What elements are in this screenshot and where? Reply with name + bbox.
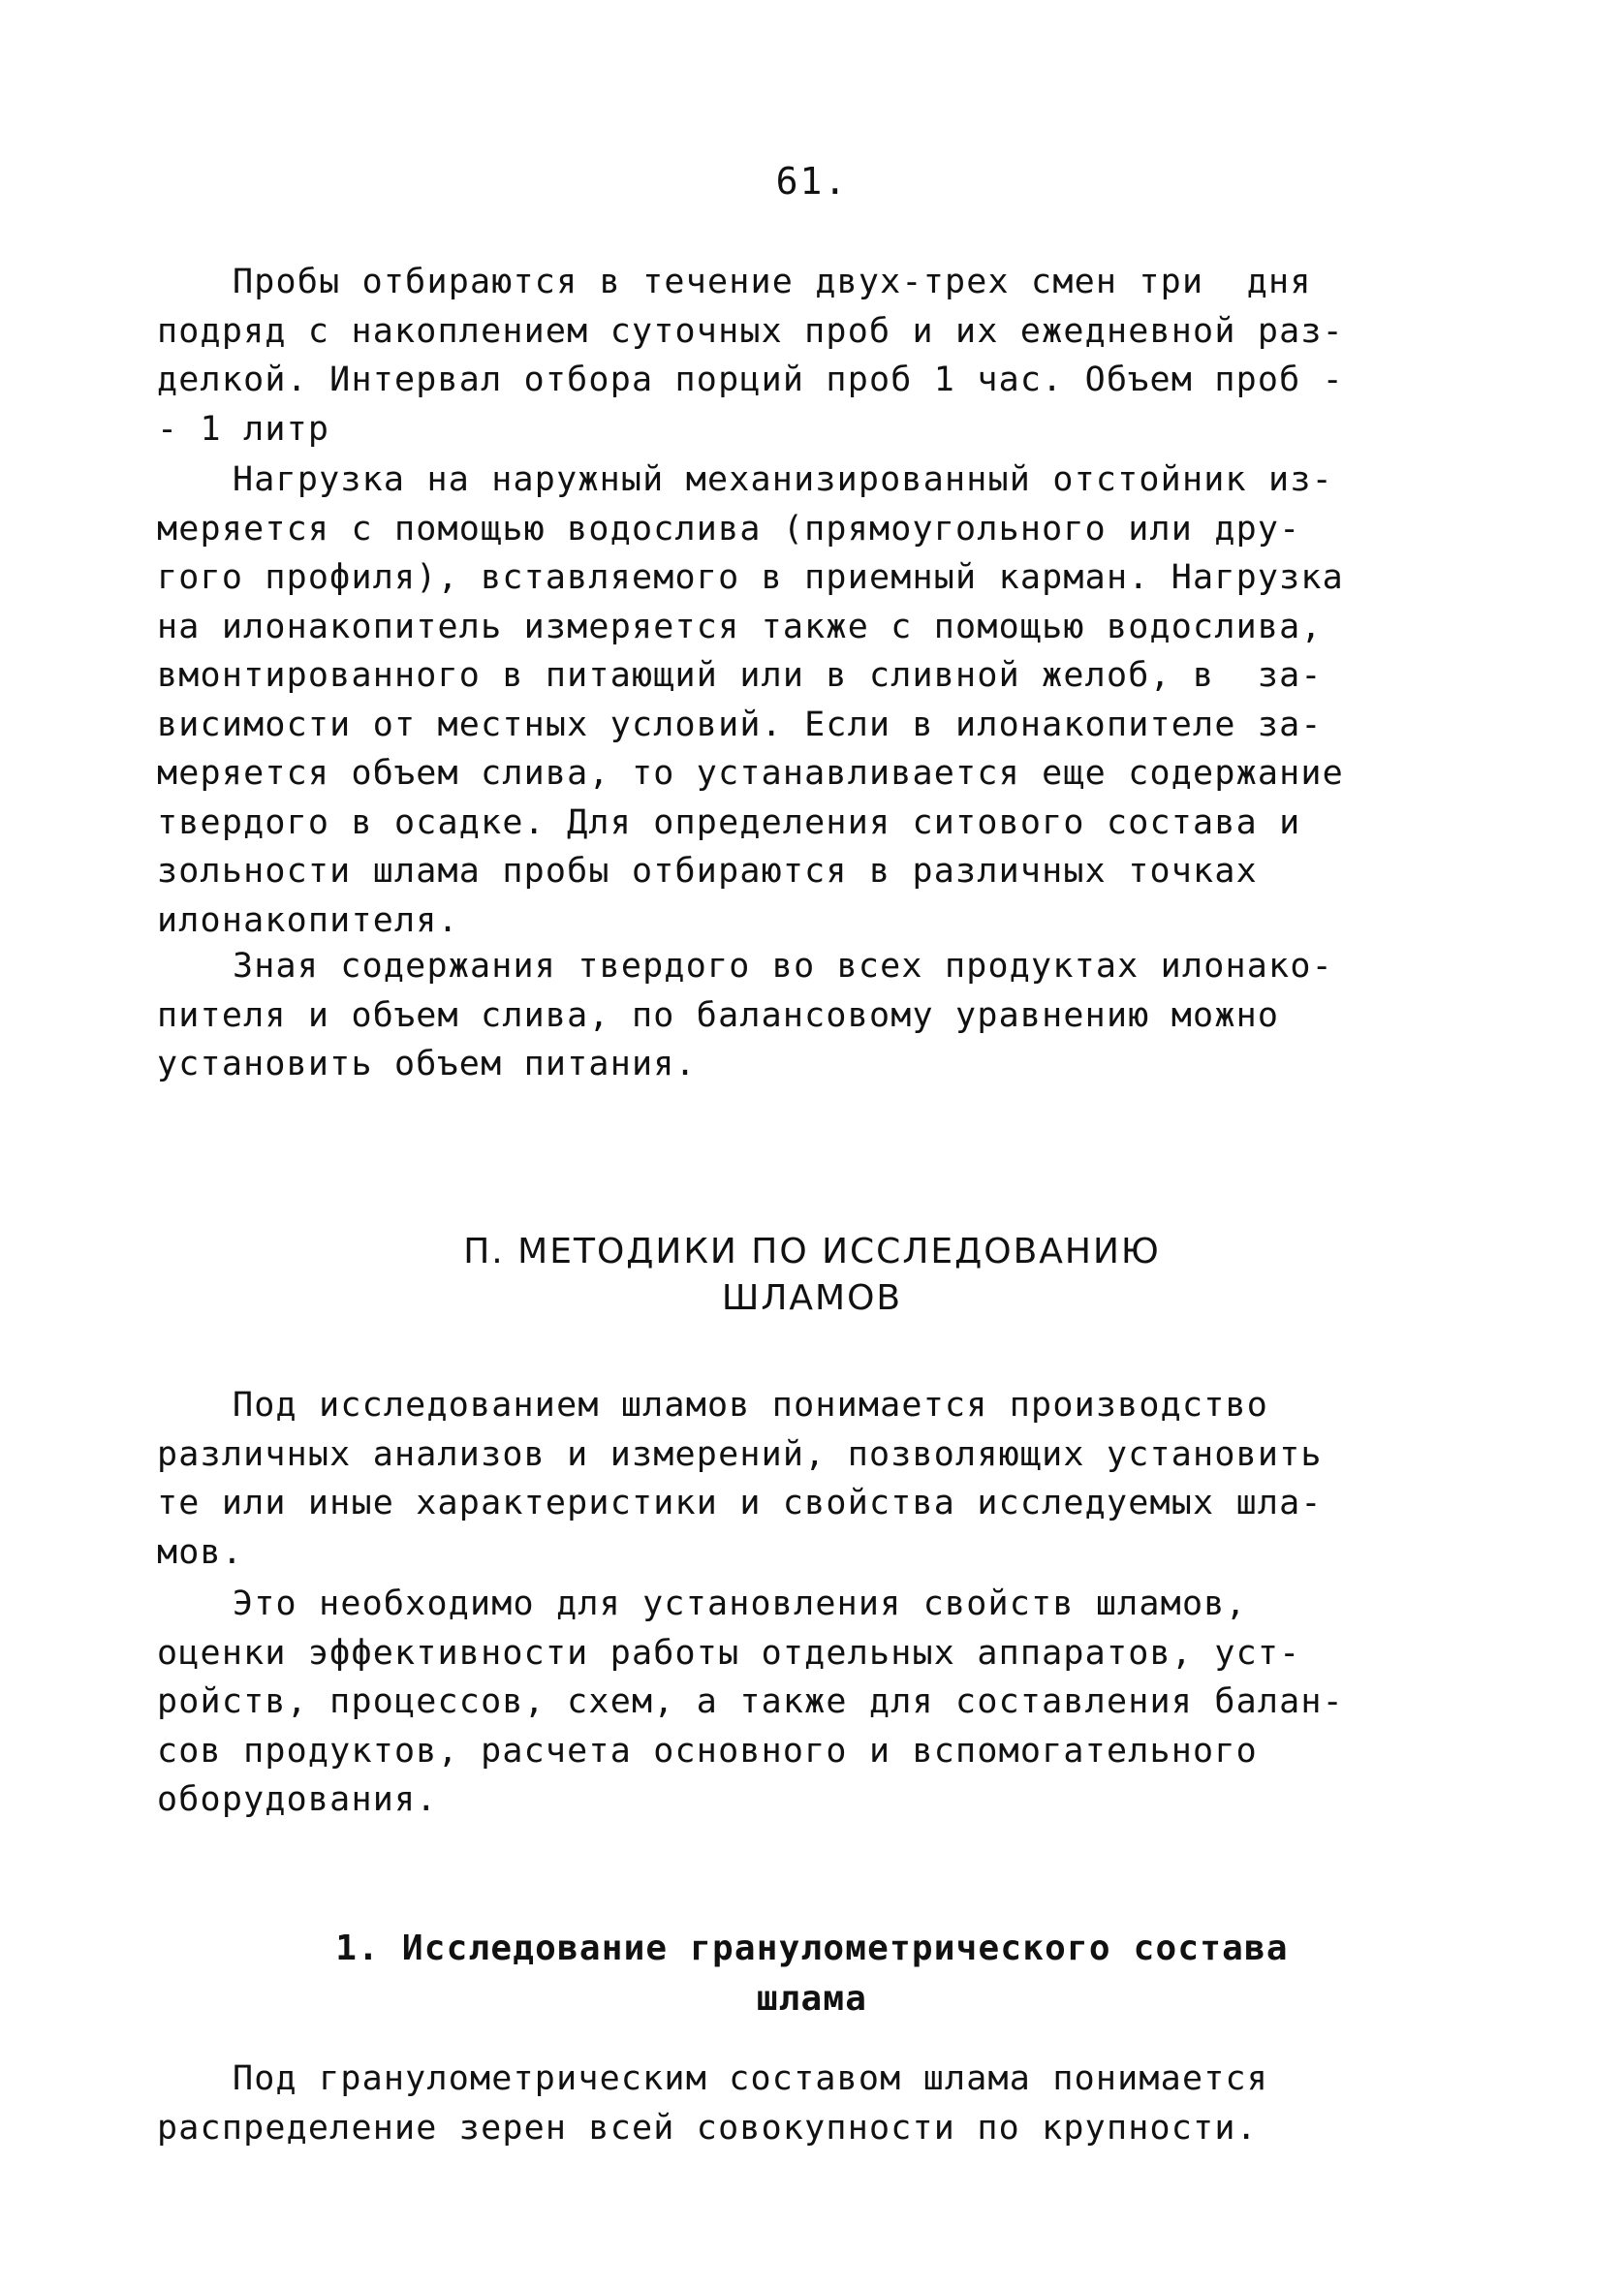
section-heading bbox=[0, 1229, 1624, 1322]
text-line: мов. bbox=[157, 1532, 244, 1572]
text-line: илонакопителя. bbox=[157, 900, 459, 940]
section-heading-line: П. МЕТОДИКИ ПО ИССЛЕДОВАНИЮ bbox=[463, 1232, 1161, 1271]
text-line: сов продуктов, расчета основного и вспомогательного bbox=[157, 1731, 1258, 1771]
text-line: пителя и объем слива, по балансовому уравнению можно bbox=[157, 995, 1280, 1035]
text-line: подряд с накоплением суточных проб и их ежедневной раз- bbox=[157, 311, 1344, 351]
text-line: Пробы отбираются в течение двух-трех смен три дня bbox=[233, 263, 1312, 301]
text-line: Это необходимо для установления свойств шламов, bbox=[233, 1584, 1247, 1623]
page-number: 61. bbox=[775, 160, 849, 203]
text-line: установить объем питания. bbox=[157, 1045, 697, 1083]
text-line: делкой. Интервал отбора порций проб 1 час. Объем проб - bbox=[157, 361, 1344, 399]
text-line: на илонакопитель измеряется также с помощью водослива, bbox=[157, 607, 1323, 646]
paragraph-purpose bbox=[157, 1580, 1494, 1825]
subsection-heading-line: шлама bbox=[756, 1979, 868, 2019]
text-line: распределение зерен всей совокупности по крупности. bbox=[157, 2108, 1258, 2148]
paragraph-sampling bbox=[157, 258, 1494, 454]
paragraph-granulometry bbox=[157, 2055, 1494, 2152]
text-line: меряется объем слива, то устанавливается еще содержание bbox=[157, 754, 1344, 793]
text-line: висимости от местных условий. Если в илонакопителе за- bbox=[157, 705, 1323, 744]
text-line: те или иные характеристики и свойства исследуемых шла- bbox=[157, 1484, 1323, 1522]
text-line: Под гранулометрическим составом шлама понимается bbox=[233, 2059, 1269, 2098]
text-line: - 1 литр bbox=[157, 409, 330, 449]
subsection-heading bbox=[0, 1924, 1624, 2024]
text-line: Зная содержания твердого во всех продуктах илонако- bbox=[233, 947, 1333, 986]
text-line: различных анализов и измерений, позволяющих установить bbox=[157, 1434, 1323, 1474]
text-line: меряется с помощью водослива (прямоугольного или дру- bbox=[157, 509, 1301, 549]
text-line: твердого в осадке. Для определения ситового состава и bbox=[157, 802, 1301, 842]
text-line: ройств, процессов, схем, а также для составления балан- bbox=[157, 1682, 1344, 1721]
text-line: вмонтированного в питающий или в сливной желоб, в за- bbox=[157, 656, 1323, 695]
text-line: Под исследованием шламов понимается производство bbox=[233, 1386, 1269, 1425]
text-line: Нагрузка на наружный механизированный отстойник из- bbox=[233, 460, 1333, 499]
paragraph-load-measurement bbox=[157, 455, 1494, 945]
text-line: зольности шлама пробы отбираются в различных точках bbox=[157, 852, 1258, 891]
section-heading-line: ШЛАМОВ bbox=[721, 1278, 903, 1318]
paragraph-balance bbox=[157, 942, 1494, 1089]
text-line: гого профиля), вставляемого в приемный карман. Нагрузка bbox=[157, 558, 1344, 597]
subsection-heading-line: 1. Исследование гранулометрического состава bbox=[335, 1929, 1289, 1968]
text-line: оценки эффективности работы отдельных аппаратов, уст- bbox=[157, 1633, 1301, 1673]
paragraph-definition bbox=[157, 1381, 1494, 1577]
text-line: оборудования. bbox=[157, 1780, 438, 1819]
